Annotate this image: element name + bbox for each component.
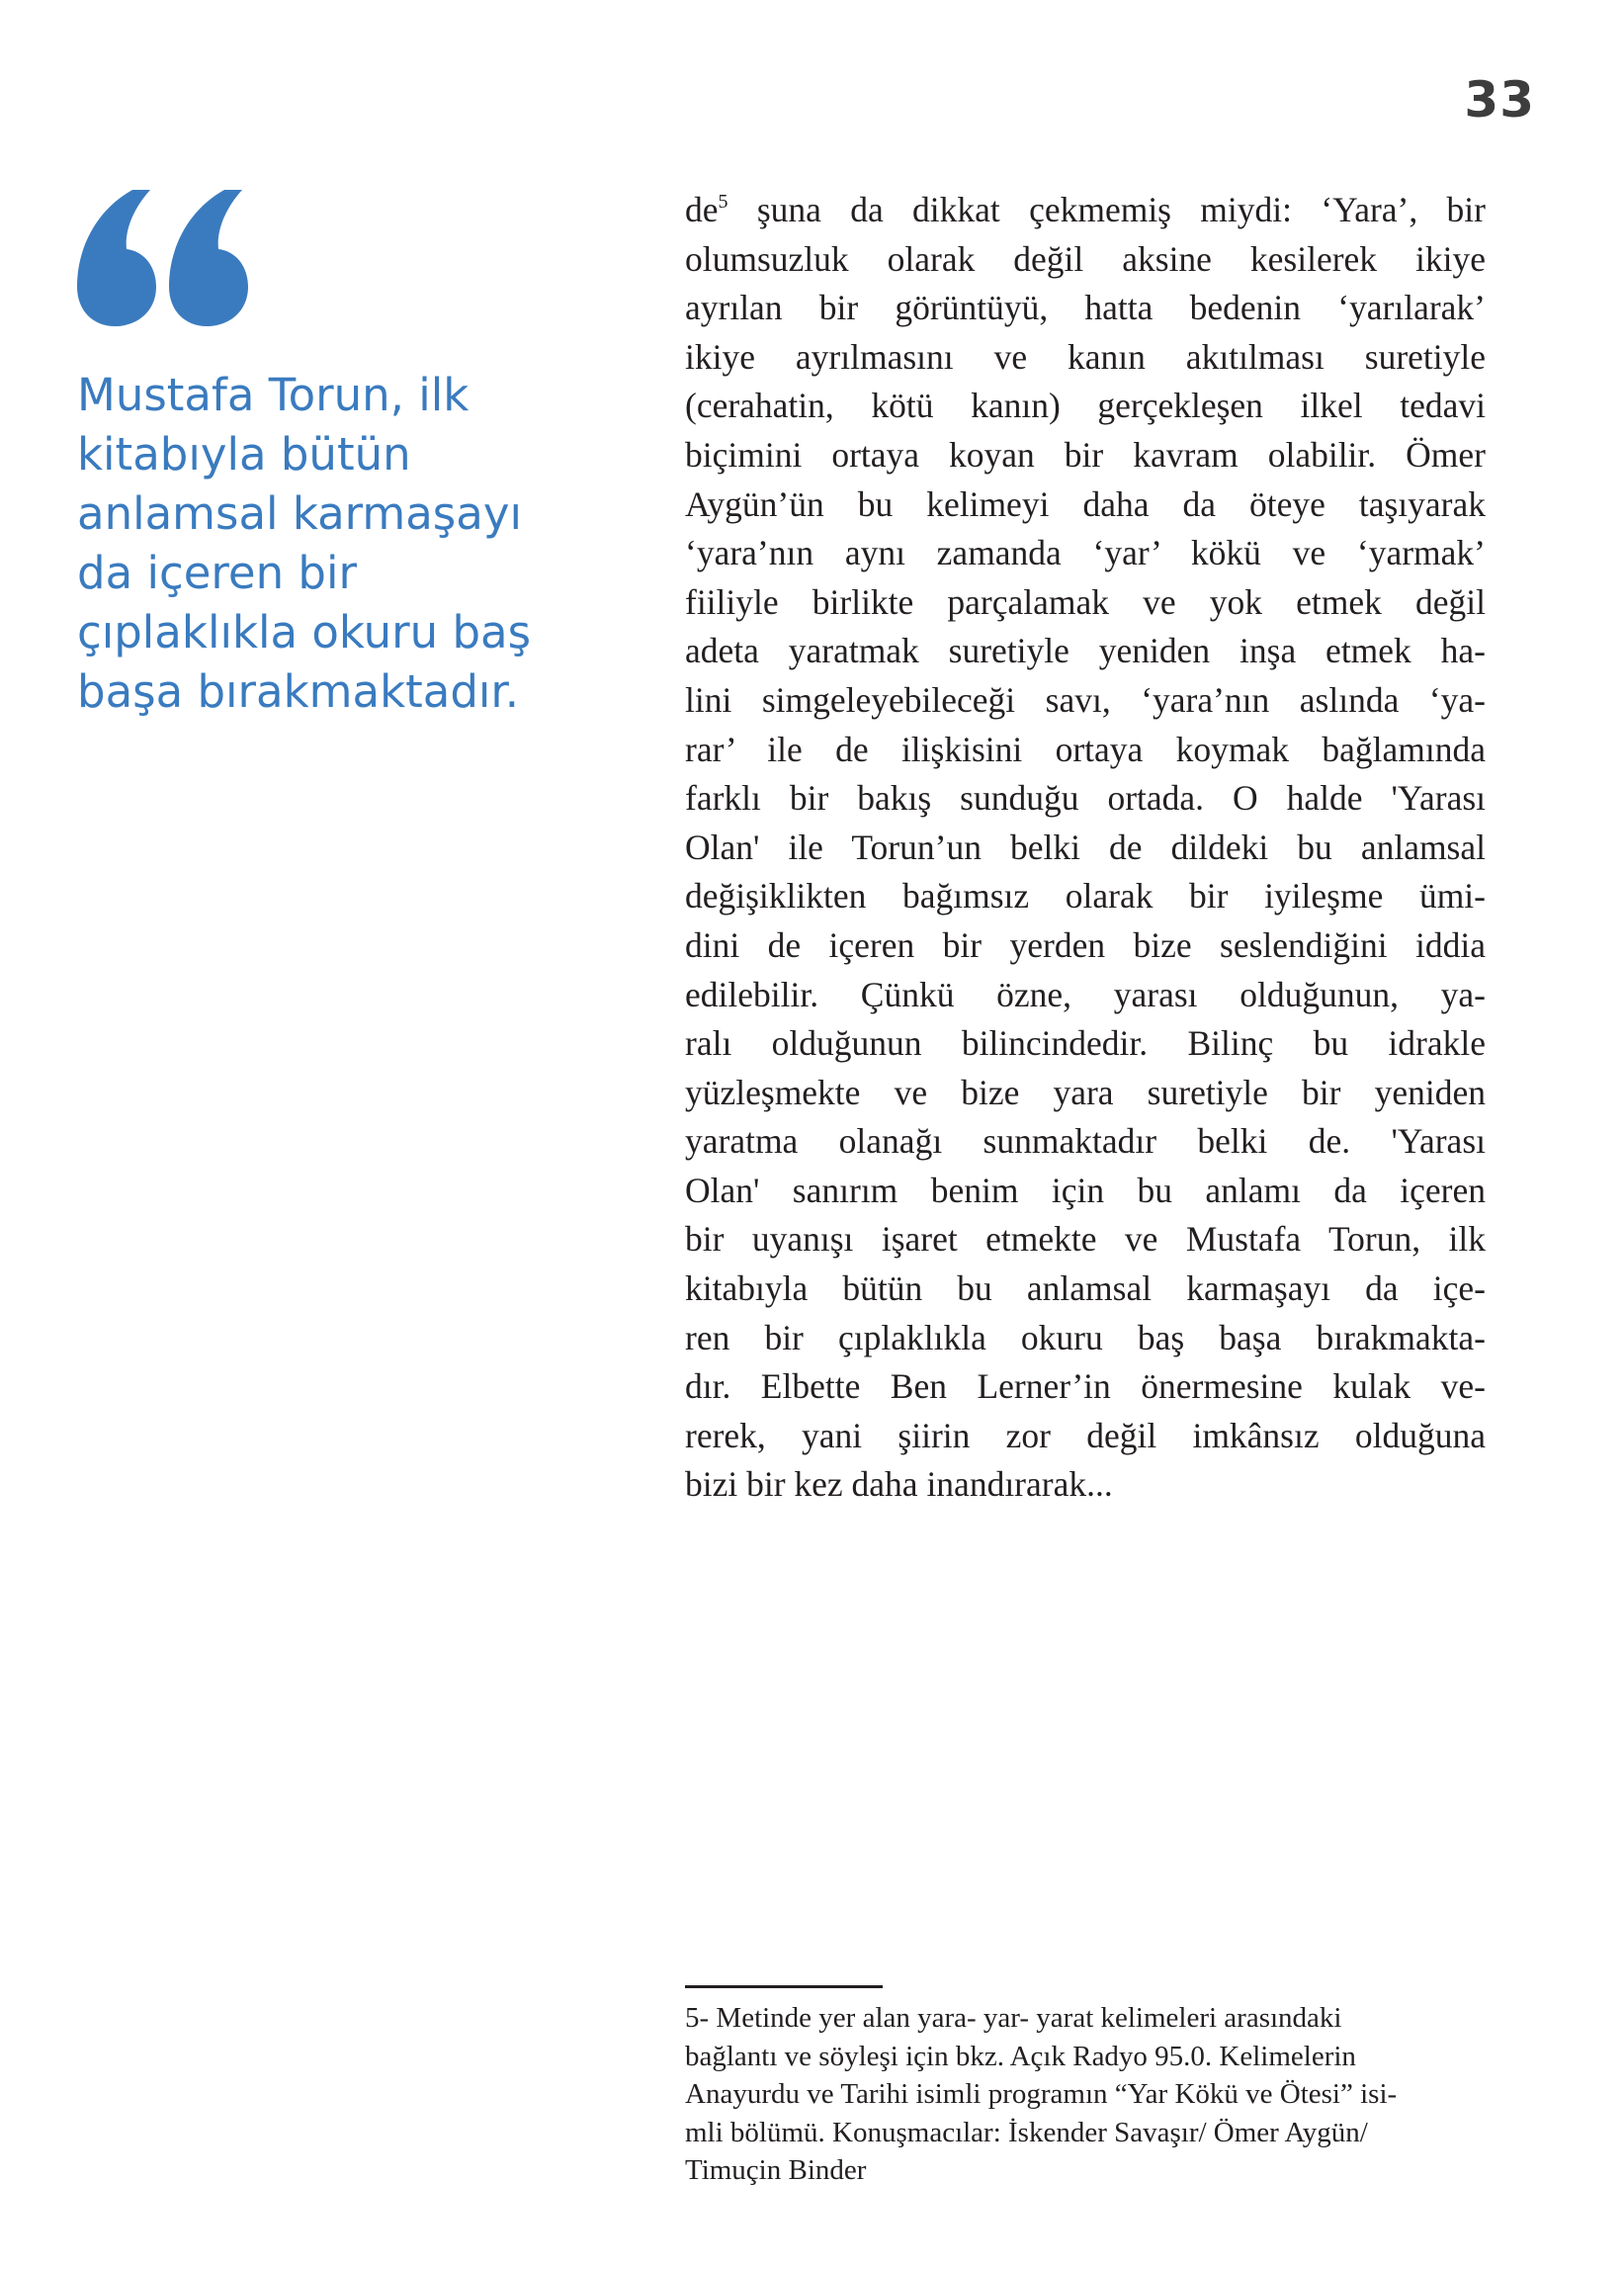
pull-quote-line: anlamsal karmaşayı [77,487,522,540]
body-line: olumsuzluk olarak değil aksine kesilerek ikiye [685,238,1486,279]
pull-quote-line: çıplaklıkla okuru baş [77,606,532,658]
body-line: değişiklikten bağımsız olarak bir iyileşme ümi- [685,876,1486,916]
body-line: ‘yara’nın aynı zamanda ‘yar’ kökü ve ‘yarmak’ [685,533,1486,573]
body-line: (cerahatin, kötü kanın) gerçekleşen ilkel tedavi [685,386,1486,426]
footnote-line: bağlantı ve söyleşi için bkz. Açık Radyo 95.0. Kelimelerin [685,2040,1356,2072]
body-line: fiiliyle birlikte parçalamak ve yok etmek değil [685,581,1486,622]
body-line [685,186,1486,235]
pull-quote-line: Mustafa Torun, ilk [77,369,470,421]
pull-quote [77,366,631,722]
body-line: ikiye ayrılmasını ve kanın akıtılması suretiyle [685,336,1486,377]
body-line: Olan' ile Torun’un belki de dildeki bu anlamsal [685,827,1486,867]
body-line: edilebilir. Çünkü özne, yarası olduğunun, ya- [685,974,1486,1014]
body-line: lini simgeleyebileceği savı, ‘yara’nın aslında ‘ya- [685,679,1486,720]
body-line: farklı bir bakış sunduğu ortada. O halde 'Yarası [685,778,1486,819]
body-line: biçimini ortaya koyan bir kavram olabilir. Ömer [685,434,1486,475]
body-line: Olan' sanırım benim için bu anlamı da içeren [685,1170,1486,1210]
body-line: dır. Elbette Ben Lerner’in önermesine kulak ve- [685,1366,1486,1407]
body-line: yaratma olanağı sunmaktadır belki de. 'Yarası [685,1121,1486,1162]
body-line: rerek, yani şiirin zor değil imkânsız olduğuna [685,1415,1486,1455]
quotation-mark-icon [75,188,248,326]
footnote-line: 5- Metinde yer alan yara- yar- yarat kelimeleri arasındaki [685,2002,1342,2034]
body-line: yüzleşmekte ve bize yara suretiyle bir yeniden [685,1072,1486,1112]
body-line: ayrılan bir görüntüyü, hatta bedenin ‘yarılarak’ [685,288,1486,328]
pull-quote-line: da içeren bir [77,547,357,599]
body-line: ralı olduğunun bilincindedir. Bilinç bu idrakle [685,1023,1486,1064]
body-first-line-text: şuna da dikkat çekmemiş miydi: ‘Yara’, bir [727,190,1486,229]
page-number: 33 [1464,71,1535,129]
body-line: adeta yaratmak suretiyle yeniden inşa etmek ha- [685,631,1486,671]
pull-quote-line: başa bırakmaktadır. [77,665,520,718]
footnote-reference[interactable]: 5 [718,191,728,213]
body-line: bir uyanışı işaret etmekte ve Mustafa Torun, ilk [685,1219,1486,1260]
footnote [685,1999,1476,2190]
body-line: rar’ ile de ilişkisini ortaya koymak bağlamında [685,729,1486,769]
footnote-line: mli bölümü. Konuşmacılar: İskender Savaşır/ Ömer Aygün/ [685,2116,1368,2148]
body-line: Aygün’ün bu kelimeyi daha da öteye taşıyarak [685,483,1486,524]
body-line: kitabıyla bütün bu anlamsal karmaşayı da içe- [685,1268,1486,1309]
body-line: dini de içeren bir yerden bize seslendiğini iddia [685,924,1486,965]
footnote-line: Timuçin Binder [685,2154,867,2187]
body-text [685,186,1486,1510]
body-first-word: de [685,190,719,229]
pull-quote-line: kitabıyla bütün [77,428,411,480]
body-line: ren bir çıplaklıkla okuru baş başa bırakmakta- [685,1317,1486,1357]
footnote-line: Anayurdu ve Tarihi isimli programın “Yar Kökü ve Ötesi” isi- [685,2078,1398,2111]
body-line: bizi bir kez daha inandırarak... [685,1464,1113,1505]
footnote-divider [685,1985,883,1988]
